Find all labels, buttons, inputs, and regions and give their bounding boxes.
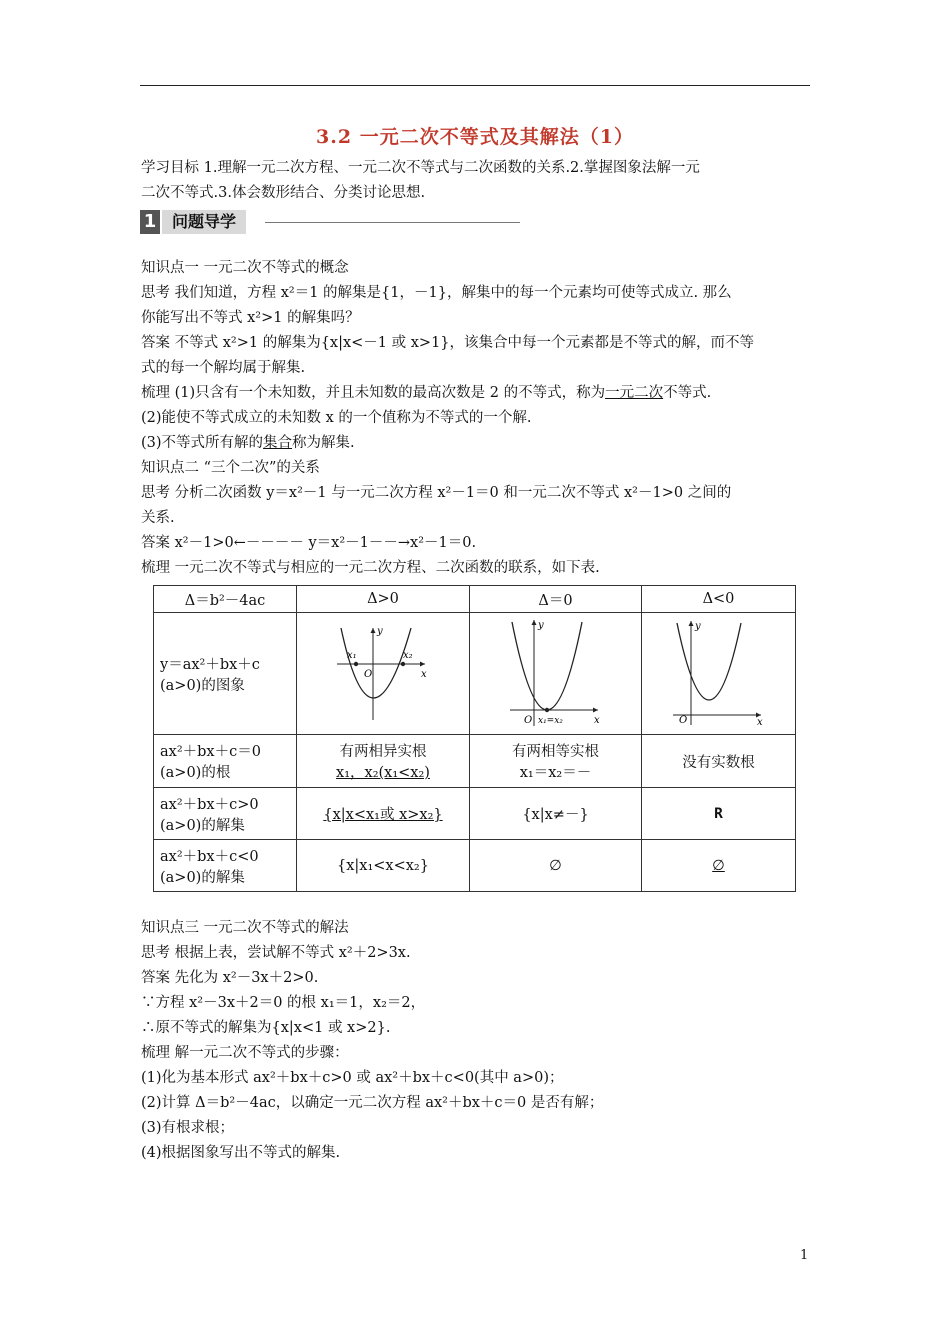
kp2-heading: 知识点二 “三个二次”的关系 xyxy=(141,460,320,476)
section-header xyxy=(140,210,520,236)
header-cell: Δ<0 xyxy=(642,586,796,613)
table-cell xyxy=(297,735,470,788)
row-label xyxy=(154,735,297,788)
cell-line: 有两相等实根 xyxy=(512,744,599,760)
table-cell xyxy=(470,735,642,788)
kp2-think-line1: 思考 分析二次函数 y＝x²－1 与一元二次方程 x²－1＝0 和一元二次不等式 x²－1>0 之间的 xyxy=(141,485,732,501)
header-cell: Δ＝b²－4ac xyxy=(154,586,297,613)
header-cell: Δ>0 xyxy=(297,586,470,613)
kp3-step-therefore: ∴原不等式的解集为{x|x<1 或 x>2}. xyxy=(141,1020,391,1036)
cell-line: x₁，x₂(x₁<x₂) xyxy=(336,765,430,781)
kp3-summary: 梳理 解一元二次不等式的步骤： xyxy=(141,1045,349,1061)
header-cell: Δ＝0 xyxy=(470,586,642,613)
origin-label: O xyxy=(364,668,373,680)
kp3-heading: 知识点三 一元二次不等式的解法 xyxy=(141,920,349,936)
kp3-procedure-2: (2)计算 Δ＝b²－4ac，以确定一元二次方程 ax²＋bx＋c＝0 是否有解； xyxy=(141,1095,604,1111)
kp1-summary-2: (2)能使不等式成立的未知数 x 的一个值称为不等式的一个解. xyxy=(141,410,532,426)
section-number: 1 xyxy=(140,210,160,234)
table-row xyxy=(154,840,796,892)
text: 称为解集. xyxy=(292,435,355,451)
kp1-summary-1 xyxy=(141,383,711,403)
parabola-no-roots-graph xyxy=(669,617,769,727)
page-title: 3.2 一元二次不等式及其解法（1） xyxy=(316,126,634,148)
y-axis-label: y xyxy=(537,619,544,631)
x1-label: x₁ xyxy=(347,649,357,661)
parabola-one-root-graph xyxy=(506,616,606,728)
x-axis-label: x xyxy=(593,714,600,726)
table-cell: ∅ xyxy=(642,840,796,892)
table-cell: {x|x≠－} xyxy=(470,788,642,840)
kp2-think-line2: 关系. xyxy=(141,510,175,526)
table-cell: {x|x₁<x<x₂} xyxy=(297,840,470,892)
text: (3)不等式所有解的 xyxy=(141,435,264,451)
row-label-line: ax²＋bx＋c<0 xyxy=(160,848,259,865)
table-cell: 没有实数根 xyxy=(642,735,796,788)
row-label-line: ax²＋bx＋c＝0 xyxy=(160,744,261,760)
row-label-line: y＝ax²＋bx＋c xyxy=(160,656,260,673)
parabola-two-roots-graph xyxy=(333,622,433,722)
kp2-answer: 答案 x²－1>0←－－－－ y＝x²－1－－→x²－1＝0. xyxy=(141,535,477,551)
text: 不等式. xyxy=(663,385,712,401)
kp1-answer-line1: 答案 不等式 x²>1 的解集为{x|x<－1 或 x>1}，该集合中每一个元素都是不等式的解，而不等 xyxy=(141,335,755,351)
section-rule xyxy=(265,222,520,223)
cell-line: x₁＝x₂＝－ xyxy=(519,765,592,781)
double-root-label: x₁=x₂ xyxy=(537,715,563,726)
kp3-step-because: ∵方程 x²－3x＋2＝0 的根 x₁＝1，x₂＝2， xyxy=(141,995,426,1011)
text: 梳理 (1)只含有一个未知数，并且未知数的最高次数是 2 的不等式，称为 xyxy=(141,385,606,401)
kp1-heading: 知识点一 一元二次不等式的概念 xyxy=(141,260,349,276)
section-title: 问题导学 xyxy=(162,210,246,234)
graph-cell xyxy=(642,613,796,735)
cell-line: 有两相异实根 xyxy=(339,744,427,760)
y-axis-label: y xyxy=(377,625,383,637)
origin-label: O xyxy=(523,714,532,726)
graph-cell xyxy=(297,613,470,735)
kp3-procedure-3: (3)有根求根； xyxy=(141,1120,235,1136)
page-number: 1 xyxy=(800,1248,809,1263)
learning-goal-line2: 二次不等式.3.体会数形结合、分类讨论思想. xyxy=(141,185,426,201)
kp2-summary: 梳理 一元二次不等式与相应的一元二次方程、二次函数的联系，如下表. xyxy=(141,560,600,576)
graph-cell xyxy=(470,613,642,735)
row-label-line: (a>0)的解集 xyxy=(160,817,245,834)
underlined-term: 集合 xyxy=(263,435,293,451)
table-row xyxy=(154,613,796,735)
kp1-summary-3 xyxy=(141,433,355,453)
kp3-think: 思考 根据上表，尝试解不等式 x²＋2>3x. xyxy=(141,945,411,961)
three-quadratics-table xyxy=(153,585,796,892)
x-axis-label: x xyxy=(421,668,427,680)
kp3-answer: 答案 先化为 x²－3x＋2>0. xyxy=(141,970,319,986)
table-cell: ∅ xyxy=(470,840,642,892)
table-cell: {x|x<x₁或 x>x₂} xyxy=(297,788,470,840)
row-label-line: (a>0)的解集 xyxy=(160,869,245,886)
x2-label: x₂ xyxy=(403,649,413,661)
row-label-line: ax²＋bx＋c>0 xyxy=(160,796,259,813)
kp3-procedure-1: (1)化为基本形式 ax²＋bx＋c>0 或 ax²＋bx＋c<0(其中 a>0)； xyxy=(141,1070,564,1086)
row-label xyxy=(154,788,297,840)
row-label xyxy=(154,613,297,735)
underlined-term: 一元二次 xyxy=(605,385,664,401)
kp3-procedure-4: (4)根据图象写出不等式的解集. xyxy=(141,1145,341,1161)
learning-goal-line1: 学习目标 1.理解一元二次方程、一元二次不等式与二次函数的关系.2.掌握图象法解一元 xyxy=(141,160,700,176)
row-label-line: (a>0)的图象 xyxy=(160,677,245,694)
row-label xyxy=(154,840,297,892)
table-cell: R xyxy=(642,788,796,840)
kp1-think-line1: 思考 我们知道，方程 x²＝1 的解集是{1，－1}，解集中的每一个元素均可使等式成立. 那么 xyxy=(141,285,732,301)
y-axis-label: y xyxy=(694,620,701,632)
table-row xyxy=(154,586,796,613)
table-row xyxy=(154,788,796,840)
kp1-answer-line2: 式的每一个解均属于解集. xyxy=(141,360,306,376)
row-label-line: (a>0)的根 xyxy=(160,765,231,781)
kp1-think-line2: 你能写出不等式 x²>1 的解集吗？ xyxy=(141,310,360,326)
origin-label: O xyxy=(678,714,687,726)
x-axis-label: x xyxy=(756,716,763,727)
header-rule xyxy=(140,85,810,86)
table-row xyxy=(154,735,796,788)
